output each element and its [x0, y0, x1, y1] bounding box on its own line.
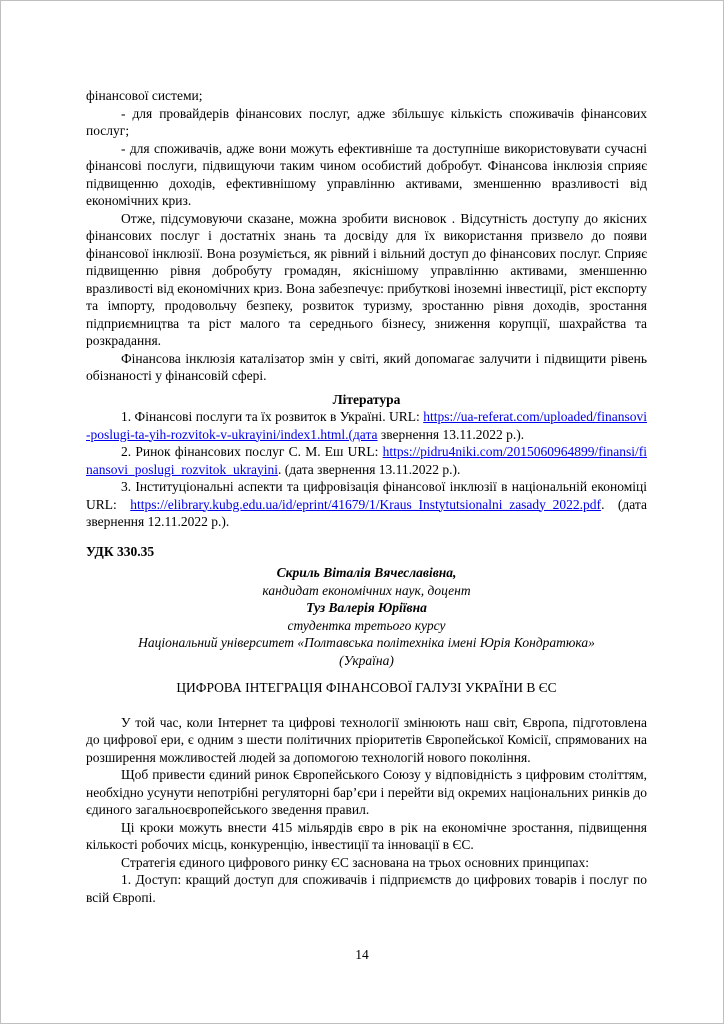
reference-item-1 — [86, 408, 647, 443]
reference-3-date: . (дата звернення 12.11.2022 р.). — [86, 496, 647, 529]
udc-label: УДК 330.35 — [86, 543, 155, 559]
reference-1-date: звернення 13.11.2022 р.). — [377, 426, 525, 442]
paragraph-single-market: Щоб привести єдиний ринок Європейського Союзу у відповідність з цифровим століттям, необхідно усунути непотрібні регуляторні бар’єри і перейти від окремих національних ринків до єдиного загальноєвропейського зведення правил. — [86, 767, 647, 817]
reference-3-link[interactable]: https://elibrary.kubg.edu.ua/id/eprint/41679/1/Kraus_Instytutsionalni_zasady_2022.pdf — [130, 496, 602, 512]
author-country: (Україна) — [339, 652, 394, 668]
paragraph-continuation: фінансової системи; — [86, 88, 203, 103]
author-role-2: студентка третього курсу — [287, 617, 446, 633]
paragraph-conclusion: Отже, підсумовуючи сказане, можна зробити висновок . Відсутність доступу до якісних фінансових послуг і достатніх знань та досвіду для їх використання призвело до появи фінансової інклюзії. Вона розуміється, як рівний і вільний доступ до фінансових послуг. Сприяє підвищенню рівня добробуту громадян, якіснішому управлінню активами, зменшенню вразливості від економічних криз. Вона забезпечує: прибуткові іноземні інвестиції, ріст експорту та імпорту, продовольчу безпеку, розвиток туризму, зростанню рівня доходів, зростання підприємництва та ріст малого та середнього бізнесу, зниження корупції, шахрайства та розкрадання. — [86, 210, 647, 348]
reference-2-link[interactable]: https://pidru4niki.com/2015060964899/finansi/finansovi_poslugi_rozvitok_ukrayini — [86, 444, 647, 477]
paragraph-internet: У той час, коли Інтернет та цифрові технології змінюють наш світ, Європа, підготовлена до цифрової ери, є одним з шести політичних пріоритетів Європейської Комісії, спрямованих на розширення можливостей людей за допомогою технологій нового покоління. — [86, 714, 647, 765]
article-title: ЦИФРОВА ІНТЕГРАЦІЯ ФІНАНСОВОЇ ГАЛУЗІ УКРАЇНИ В ЄС — [176, 680, 557, 695]
reference-1-link[interactable]: https://ua-referat.com/uploaded/finansovi-poslugi-ta-yih-rozvitok-v-ukrayini/index1.html.(дата — [86, 409, 647, 442]
paragraph-strategy: Стратегія єдиного цифрового ринку ЄС заснована на трьох основних принципах: — [121, 854, 590, 870]
author-name-2: Туз Валерія Юріївна — [306, 600, 427, 615]
paragraph-catalyst: Фінансова інклюзія каталізатор змін у світі, який допомагає залучити і підвищити рівень обізнаності у фінансовій сфері. — [86, 350, 647, 383]
paragraph-415-billion: Ці кроки можуть внести 415 мільярдів євро в рік на економічне зростання, підвищення кількості робочих місць, конкуренцію, інвестиції та інновації в ЄС. — [86, 819, 647, 852]
paragraph-providers: - для провайдерів фінансових послуг, адже збільшує кількість споживачів фінансових послуг; — [86, 105, 647, 138]
reference-1-text: 1. Фінансові послуги та їх розвиток в Україні. URL: — [121, 409, 424, 424]
reference-2-date: . (дата звернення 13.11.2022 р.). — [277, 461, 461, 477]
author-name-1: Скриль Віталія Вячеславівна, — [276, 565, 457, 580]
reference-item-2 — [86, 443, 647, 478]
page-footer — [1, 946, 723, 964]
page-number: 14 — [355, 946, 369, 962]
author-block — [86, 564, 647, 669]
paragraph-consumers: - для споживачів, адже вони можуть ефективніше та доступніше використовувати сучасні фінансові послуги, підвищуючи таким чином особистий добробут. Фінансова інклюзія сприяє підвищенню доходів, ефективнішому управлінню активами, зменшенню вразливості від економічних криз. — [86, 140, 647, 208]
reference-item-3 — [86, 478, 647, 531]
reference-2-text: 2. Ринок фінансових послуг С. М. Еш URL: — [121, 444, 383, 459]
author-role-1: кандидат економічних наук, доцент — [262, 582, 471, 598]
literature-heading: Література — [332, 391, 401, 407]
reference-3-text: 3. Інституціональні аспекти та цифровізація фінансової інклюзії в національній економіці URL: — [86, 479, 647, 512]
page-content — [86, 87, 647, 906]
author-affiliation: Національний університет «Полтавська політехніка імені Юрія Кондратюка» — [138, 635, 595, 650]
paragraph-access-principle: 1. Доступ: кращий доступ для споживачів і підприємств до цифрових товарів і послуг по всій Європі. — [86, 872, 647, 905]
